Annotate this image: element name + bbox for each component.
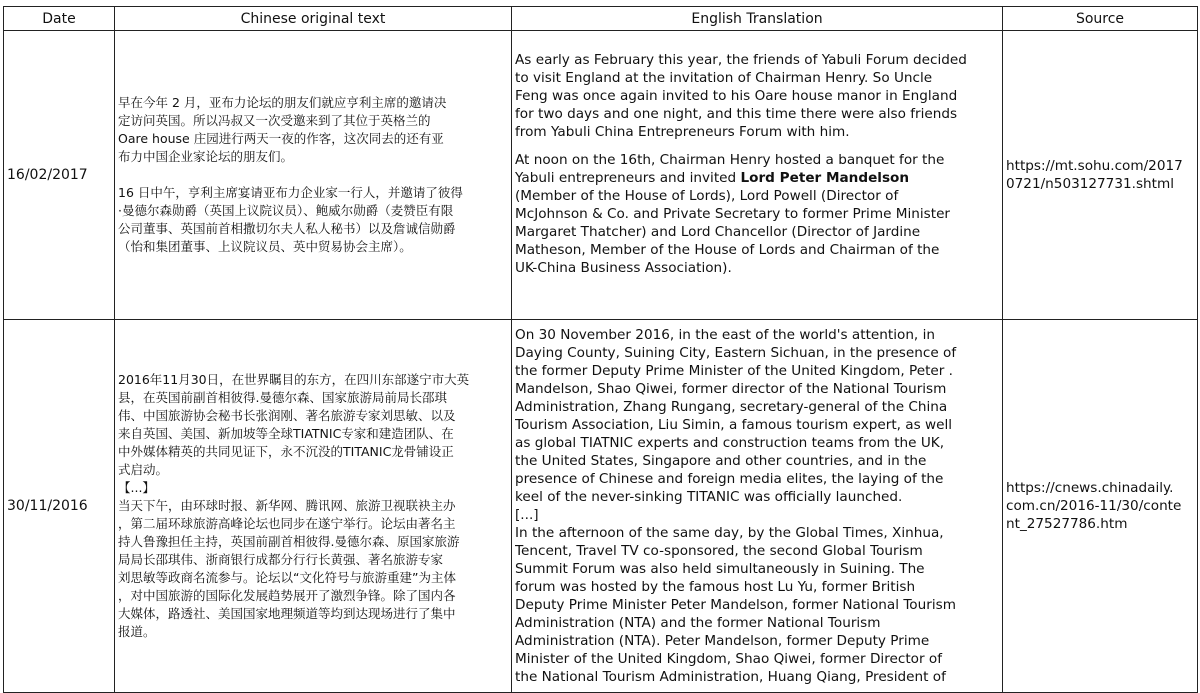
date-cell: 30/11/2016	[4, 320, 115, 693]
table-row	[4, 31, 1198, 320]
date-cell: 16/02/2017	[4, 31, 115, 320]
english-text: (Member of the House of Lords), Lord Powell (Director of McJohnson & Co. and Private Secretary to former Prime Minister Margaret Thatcher) and Lord Chancellor (Director of Jardine Matheson, Member of the House of Lords and Chairman of the UK-China Business Association).	[515, 188, 951, 276]
header-source: Source	[1003, 7, 1198, 31]
highlighted-name: Lord Peter Mandelson	[740, 170, 910, 186]
chinese-paragraph: 早在今年 2 月，亚布力论坛的朋友们就应亨利主席的邀请决 定访问英国。所以冯叔又一次受邀来到了其位于英格兰的 Oare house 庄园进行两天一夜的作客，这次同去的还有亚 布力中国企业家论坛的朋友们。	[118, 95, 447, 164]
english-translation-cell	[512, 31, 1003, 320]
chinese-paragraph: 2016年11月30日，在世界瞩目的东方，在四川东部遂宁市大英 县，在英国前副首相彼得.曼德尔森、国家旅游局前局长邵琪 伟、中国旅游协会秘书长张润刚、著名旅游专家刘思敏、以及 来自英国、美国、新加坡等全球TIATNIC专家和建造团队、在 中外媒体精英的共同见证下，永不沉没的TITANIC龙骨铺设正 式启动。 【...】 当天下午，由环球时报、新华网、腾讯网、旅游卫视联袂主办 ，第二届环球旅游高峰论坛也同步在遂宁举行。论坛由著名主 持人鲁豫担任主持，英国前副首相彼得.曼德尔森、原国家旅游 局局长邵琪伟、浙商银行成都分行行长黄强、著名旅游专家 刘思敏等政商名流参与。论坛以“文化符号与旅游重建”为主体 ，对中国旅游的国际化发展趋势展开了激烈争锋。除了国内各 大媒体，路透社、美国国家地理频道等均到达现场进行了集中 报道。	[118, 372, 470, 639]
english-paragraph: On 30 November 2016, in the east of the world's attention, in Daying County, Suining City, Eastern Sichuan, in the presence of the former Deputy Prime Minister of the United Kingdom, Peter . Mandelson, Shao Qiwei, former director of the National Tourism Administration, Zhang Rungang, secretary-general of the China Tourism Association, Liu Simin, a famous tourism expert, as well as global TIATNIC experts and construction teams from the UK, the United States, Singapore and other countries, and in the presence of Chinese and foreign media elites, the laying of the keel of the never-sinking TITANIC was officially launched. [...] In the afternoon of the same day, by the Global Times, Xinhua, Tencent, Travel TV co-sponsored, the second Global Tourism Summit Forum was also held simultaneously in Suining. The forum was hosted by the famous host Lu Yu, former British Deputy Prime Minister Peter Mandelson, former National Tourism Administration (NTA) and the former National Tourism Administration (NTA). Peter Mandelson, former Deputy Prime Minister of the United Kingdom, Shao Qiwei, former Director of the National Tourism Administration, Huang Qiang, President of	[515, 327, 957, 684]
english-translation-cell	[512, 320, 1003, 693]
document-table	[3, 6, 1198, 693]
chinese-text-cell	[115, 31, 512, 320]
chinese-paragraph: 16 日中午，亨利主席宴请亚布力企业家一行人，并邀请了彼得 ·曼德尔森勋爵（英国上议院议员）、鲍威尔勋爵（麦赞臣有限 公司董事、英国前首相撒切尔夫人私人秘书）以及詹诚信勋爵 （怡和集团董事、上议院议员、英中贸易协会主席）。	[118, 185, 463, 254]
english-text: At noon on the 16th, Chairman Henry hosted a banquet for the Yabuli entrepreneurs and invited	[515, 152, 945, 186]
header-chinese-original: Chinese original text	[115, 7, 512, 31]
table-row	[4, 320, 1198, 693]
header-date: Date	[4, 7, 115, 31]
header-english-translation: English Translation	[512, 7, 1003, 31]
header-row	[4, 7, 1198, 31]
chinese-text-cell	[115, 320, 512, 693]
source-url-cell: https://cnews.chinadaily. com.cn/2016-11/30/conte nt_27527786.htm	[1003, 320, 1198, 693]
english-paragraph	[515, 151, 999, 277]
source-url-cell: https://mt.sohu.com/2017 0721/n503127731.shtml	[1003, 31, 1198, 320]
english-paragraph: As early as February this year, the friends of Yabuli Forum decided to visit England at the invitation of Chairman Henry. So Uncle Feng was once again invited to his Oare house manor in England for two days and one night, and this time there were also friends from Yabuli China Entrepreneurs Forum with him.	[515, 52, 967, 140]
